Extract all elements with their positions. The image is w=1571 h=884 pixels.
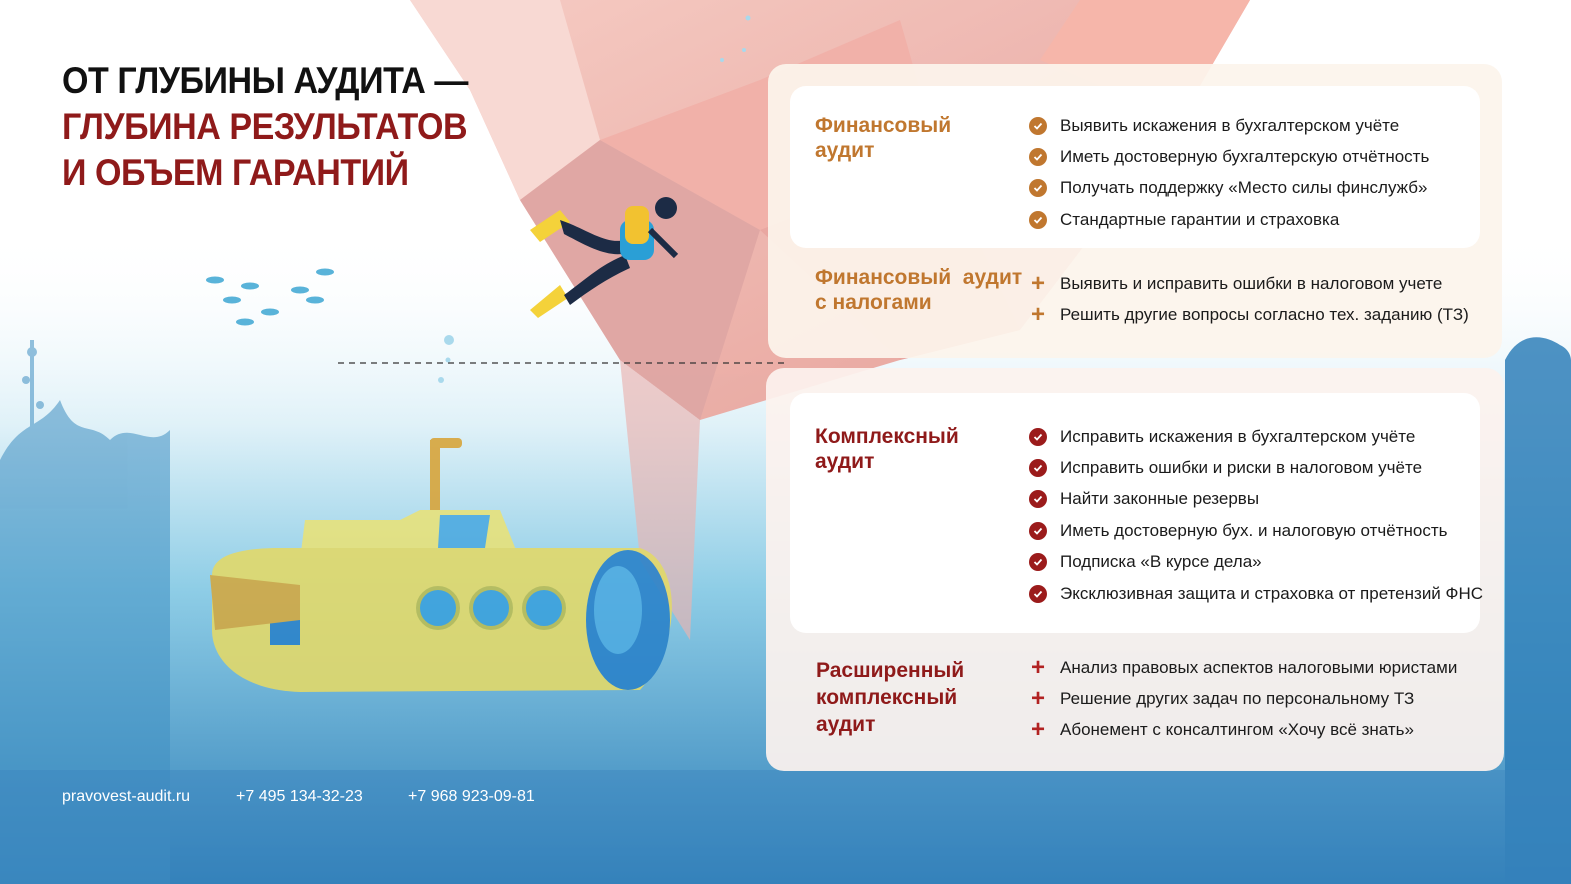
list-item: + Анализ правовых аспектов налоговыми юристами: [1030, 653, 1458, 681]
list-item: Подписка «В курсе дела»: [1029, 547, 1483, 578]
footer-phone-2[interactable]: +7 968 923-09-81: [408, 788, 535, 805]
list-item: + Решение других задач по персональному ТЗ: [1030, 685, 1415, 713]
list-item: Иметь достоверную бухгалтерскую отчётность: [1029, 141, 1429, 172]
list-item: Получать поддержку «Место силы финслужб»: [1029, 173, 1429, 204]
list-item: + Абонемент с консалтингом «Хочу всё знать»: [1030, 716, 1414, 744]
list-item: Стандартные гарантии и страховка: [1029, 204, 1429, 235]
check-circle-icon: [1029, 553, 1047, 571]
list-item: Выявить искажения в бухгалтерском учёте: [1029, 110, 1429, 141]
title-line-2: ГЛУБИНА РЕЗУЛЬТАТОВ: [62, 106, 468, 147]
heading-extended-audit: Расширенный комплексный аудит: [816, 659, 965, 736]
check-circle-icon: [1029, 490, 1047, 508]
check-circle-icon: [1029, 428, 1047, 446]
list-item: Исправить искажения в бухгалтерском учёте: [1029, 421, 1483, 452]
check-circle-icon: [1029, 117, 1047, 135]
check-circle-icon: [1029, 522, 1047, 540]
plus-icon: +: [1030, 269, 1045, 297]
extended-audit-list: [1029, 652, 1457, 746]
financial-audit-list: [1029, 110, 1429, 236]
plus-icon: +: [1030, 653, 1045, 681]
heading-financial-tax-audit: Финансовый аудит с налогами: [815, 266, 1023, 314]
plus-icon: +: [1030, 716, 1045, 744]
list-item: + Решить другие вопросы согласно тех. заданию (ТЗ): [1030, 301, 1469, 329]
check-circle-icon: [1029, 148, 1047, 166]
title-line-3: И ОБЪЕМ ГАРАНТИЙ: [62, 152, 409, 193]
plus-icon: +: [1030, 301, 1045, 329]
heading-complex-audit: Комплексный аудит: [815, 425, 959, 473]
list-item: + Выявить и исправить ошибки в налоговом учете: [1030, 269, 1443, 297]
footer-site-link[interactable]: pravovest-audit.ru: [62, 788, 191, 805]
complex-audit-list: [1029, 421, 1483, 609]
check-circle-icon: [1029, 459, 1047, 477]
check-circle-icon: [1029, 179, 1047, 197]
list-item: Исправить ошибки и риски в налоговом учёте: [1029, 452, 1483, 483]
check-circle-icon: [1029, 211, 1047, 229]
title-line-1: ОТ ГЛУБИНЫ АУДИТА —: [62, 60, 468, 101]
financial-tax-audit-list: [1029, 268, 1469, 331]
check-circle-icon: [1029, 585, 1047, 603]
list-item: Найти законные резервы: [1029, 484, 1483, 515]
list-item: Иметь достоверную бух. и налоговую отчётность: [1029, 515, 1483, 546]
page-title: [62, 58, 468, 196]
heading-financial-audit: Финансовый аудит: [815, 114, 952, 162]
footer-phone-1[interactable]: +7 495 134-32-23: [236, 788, 363, 805]
plus-icon: +: [1030, 685, 1045, 713]
list-item: Эксклюзивная защита и страховка от претензий ФНС: [1029, 578, 1483, 609]
